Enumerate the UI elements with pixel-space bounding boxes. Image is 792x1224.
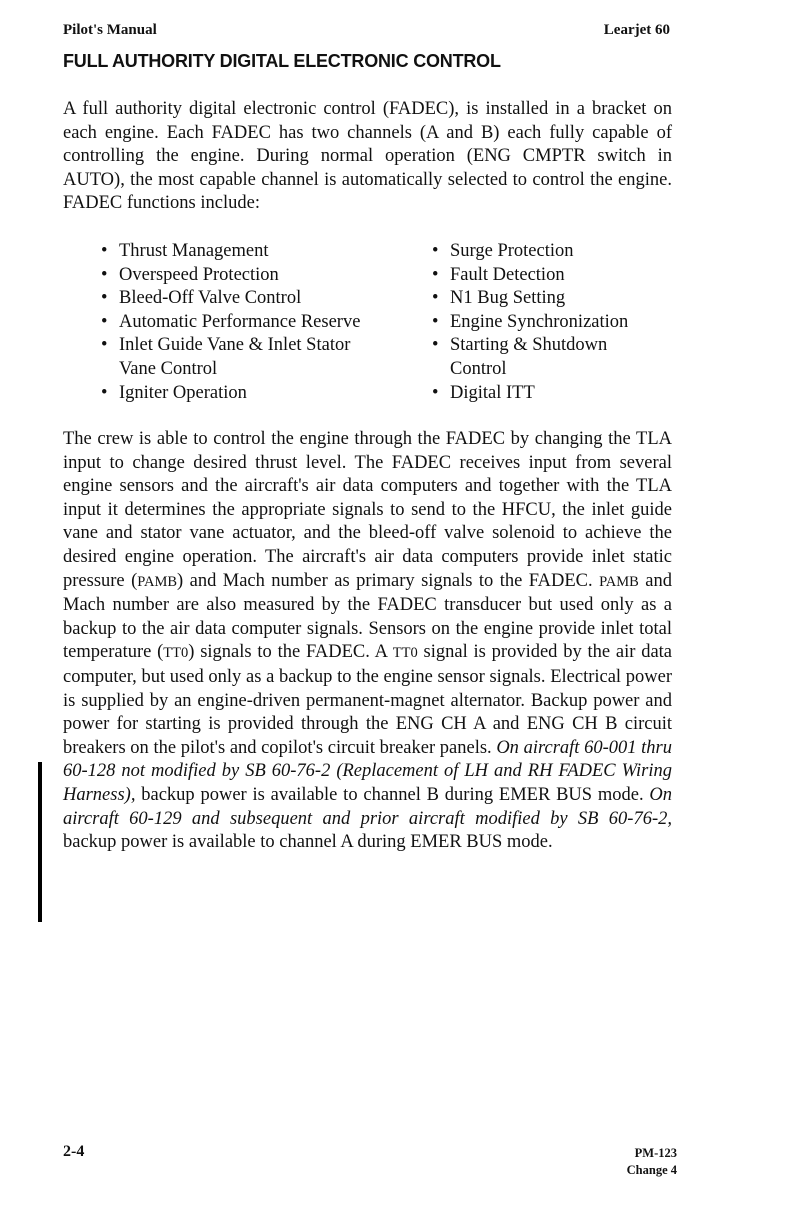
list-item-text: N1 Bug Setting [450,288,566,309]
list-item [101,311,421,335]
page-title: FULL AUTHORITY DIGITAL ELECTRONIC CONTROL [63,51,501,71]
fadec-functions-left [101,240,421,405]
list-item [101,287,421,311]
list-item-text: Digital ITT [450,382,535,403]
paragraph-text: backup power is available to channel A during EMER BUS mode. [63,832,553,853]
pamb-term: PAMB [599,573,639,590]
bullet-icon: • [432,311,439,332]
tt0-term: TT0 [392,645,418,662]
fadec-functions-right [432,240,692,405]
intro-paragraph: A full authority digital electronic control (FADEC), is installed in a bracket on each engine. Each FADEC has two channels (A and B) each fully capable of controlling the engine. During normal operation (ENG CMPTR switch in AUTO), the most capable channel is automatically selected to control the engine. FADEC functions include: [63,99,672,214]
list-item-text: Inlet Guide Vane & Inlet Stator Vane Control [119,335,351,379]
list-item [432,287,692,311]
list-item-text: Overspeed Protection [119,264,279,285]
list-item [432,311,692,335]
list-item-text: Thrust Management [119,241,269,261]
list-item [101,264,421,288]
paragraph-text: signal is provided by the air data computer, but used only as a backup to the engine sensor signals. Electrical power is supplied by an engine-driven permanent-magnet alternator. Backup power and power for starting is provided through the ENG CH A and ENG CH B circuit breakers on the pilot's and copilot's circuit breaker panels. [63,642,673,758]
bullet-icon: • [432,264,439,285]
effectivity-note: On aircraft 60-129 and subsequent and prior aircraft modified by SB 60-76-2, [63,784,672,829]
paragraph-text: The crew is able to control the engine through the FADEC by changing the TLA input to change desired thrust level. The FADEC receives input from several engine sensors and the aircraft's air data computers and together with the TLA input it determines the appropriate signals to send to the HFCU, the inlet guide vane and stator vane actuator, and the bleed-off valve solenoid to achieve the desired engine operation. The aircraft's air data computers provide inlet static pressure ( [63,429,672,591]
fadec-description-paragraph [63,428,672,855]
list-item [432,334,650,381]
paragraph-text: and Mach number are also measured by the FADEC transducer but used only as a backup to the air data computer signals. Sensors on the engine provide inlet total temperature ( [63,570,672,663]
list-item-text: Igniter Operation [119,382,247,403]
change-number: Change 4 [626,1163,677,1177]
paragraph-text: ) signals to the FADEC. A [188,642,393,663]
list-item-text: Fault Detection [450,264,565,285]
document-number: PM-123 [634,1146,677,1160]
bullet-icon: • [101,335,108,356]
aircraft-model: Learjet 60 [603,22,670,38]
list-item [432,382,692,406]
list-item-text: Starting & Shutdown Control [450,335,608,379]
list-item [432,240,692,264]
pamb-term: PAMB [137,573,178,590]
manual-title: Pilot's Manual [63,22,157,38]
bullet-icon: • [432,335,439,356]
list-item [432,264,692,288]
paragraph-text: ) and Mach number as primary signals to the FADEC. [177,570,600,591]
tt0-term: TT0 [163,645,189,662]
list-item-text: Automatic Performance Reserve [119,311,361,332]
list-item [101,240,421,264]
bullet-icon: • [432,288,439,309]
bullet-icon: • [432,241,439,261]
list-item-text: Engine Synchronization [450,311,629,332]
list-item [101,382,421,406]
document-reference [627,1145,677,1179]
bullet-icon: • [432,382,439,403]
list-item-text: Bleed-Off Valve Control [119,288,302,309]
bullet-icon: • [101,382,108,403]
bullet-icon: • [101,241,108,261]
effectivity-note: On aircraft 60-001 thru 60-128 not modified by SB 60-76-2 (Replacement of LH and RH FADEC Wiring Harness), [63,737,672,805]
page-number: 2-4 [63,1143,85,1160]
bullet-icon: • [101,288,108,309]
paragraph-text: backup power is available to channel B during EMER BUS mode. [135,784,650,805]
bullet-icon: • [101,264,108,285]
list-item [101,334,359,381]
bullet-icon: • [101,311,108,332]
revision-change-bar [38,762,42,922]
list-item-text: Surge Protection [450,241,574,261]
